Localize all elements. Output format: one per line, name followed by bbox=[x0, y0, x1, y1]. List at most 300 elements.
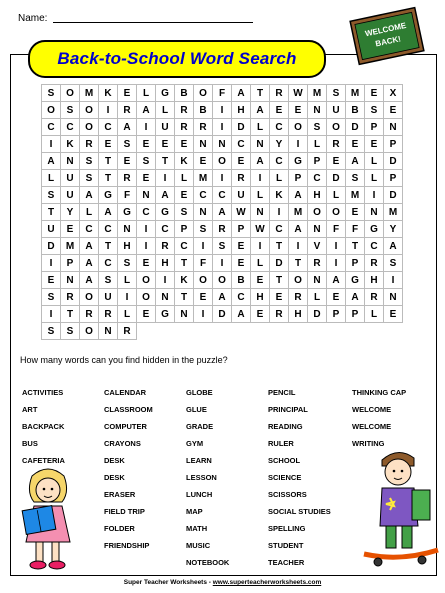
name-underline bbox=[53, 22, 253, 23]
grid-letter: S bbox=[137, 153, 156, 170]
grid-letter: C bbox=[308, 170, 327, 187]
grid-letter: M bbox=[384, 204, 403, 221]
grid-letter: P bbox=[175, 221, 194, 238]
grid-letter: N bbox=[308, 221, 327, 238]
grid-letter: G bbox=[156, 306, 175, 323]
grid-letter: S bbox=[42, 289, 61, 306]
grid-letter: T bbox=[61, 306, 80, 323]
word-list-item: SCHOOL bbox=[268, 456, 301, 465]
grid-letter: D bbox=[42, 238, 61, 255]
grid-letter: A bbox=[232, 306, 251, 323]
grid-letter: R bbox=[175, 119, 194, 136]
grid-letter: P bbox=[232, 221, 251, 238]
grid-letter: O bbox=[308, 204, 327, 221]
grid-letter: E bbox=[365, 136, 384, 153]
grid-letter: R bbox=[175, 102, 194, 119]
grid-letter: F bbox=[194, 255, 213, 272]
word-list-item: CRAYONS bbox=[104, 439, 141, 448]
grid-letter: H bbox=[156, 255, 175, 272]
word-list-item: SOCIAL STUDIES bbox=[268, 507, 331, 516]
grid-letter: A bbox=[289, 221, 308, 238]
grid-letter: D bbox=[270, 255, 289, 272]
grid-letter: C bbox=[232, 289, 251, 306]
grid-letter: U bbox=[42, 221, 61, 238]
grid-letter: A bbox=[327, 272, 346, 289]
grid-letter: E bbox=[384, 306, 403, 323]
grid-letter: R bbox=[80, 306, 99, 323]
grid-letter: U bbox=[327, 102, 346, 119]
word-list-item: LUNCH bbox=[186, 490, 213, 499]
grid-letter: R bbox=[213, 221, 232, 238]
grid-letter: O bbox=[213, 272, 232, 289]
grid-letter: I bbox=[118, 289, 137, 306]
grid-letter: A bbox=[80, 187, 99, 204]
grid-letter: A bbox=[232, 85, 251, 102]
grid-letter: O bbox=[61, 85, 80, 102]
word-list-item: FRIENDSHIP bbox=[104, 541, 150, 550]
grid-letter: P bbox=[384, 136, 403, 153]
word-list-item: FOLDER bbox=[104, 524, 135, 533]
grid-letter: C bbox=[99, 119, 118, 136]
grid-letter: A bbox=[213, 204, 232, 221]
grid-letter: I bbox=[156, 170, 175, 187]
grid-letter: C bbox=[99, 221, 118, 238]
grid-letter: B bbox=[194, 102, 213, 119]
grid-letter: B bbox=[232, 272, 251, 289]
grid-letter: S bbox=[365, 102, 384, 119]
grid-letter: E bbox=[175, 136, 194, 153]
grid-letter: I bbox=[137, 238, 156, 255]
grid-letter: C bbox=[137, 204, 156, 221]
grid-letter: S bbox=[327, 85, 346, 102]
grid-letter: Y bbox=[384, 221, 403, 238]
grid-letter: E bbox=[42, 272, 61, 289]
grid-letter: N bbox=[251, 204, 270, 221]
grid-letter: I bbox=[251, 170, 270, 187]
svg-text:WELCOME: WELCOME bbox=[364, 20, 408, 39]
grid-letter: T bbox=[270, 238, 289, 255]
grid-letter: R bbox=[308, 255, 327, 272]
grid-letter: B bbox=[346, 102, 365, 119]
footer-credit bbox=[0, 579, 445, 586]
word-list-item: READING bbox=[268, 422, 303, 431]
grid-letter: R bbox=[118, 323, 137, 340]
grid-letter: O bbox=[137, 289, 156, 306]
grid-letter: T bbox=[42, 204, 61, 221]
grid-letter: A bbox=[213, 289, 232, 306]
grid-letter: L bbox=[251, 187, 270, 204]
grid-letter: E bbox=[346, 204, 365, 221]
grid-letter: N bbox=[308, 272, 327, 289]
grid-letter: F bbox=[118, 187, 137, 204]
instructions-text: How many words can you find hidden in the puzzle? bbox=[20, 355, 228, 365]
grid-letter: E bbox=[384, 102, 403, 119]
grid-letter: L bbox=[251, 119, 270, 136]
grid-letter: E bbox=[327, 153, 346, 170]
grid-letter: C bbox=[156, 221, 175, 238]
grid-letter: N bbox=[194, 204, 213, 221]
name-label: Name: bbox=[18, 13, 48, 24]
grid-letter: U bbox=[99, 289, 118, 306]
grid-letter: O bbox=[42, 102, 61, 119]
word-list-column-1 bbox=[22, 384, 65, 469]
grid-letter: T bbox=[175, 289, 194, 306]
grid-letter: E bbox=[118, 153, 137, 170]
grid-letter: A bbox=[156, 187, 175, 204]
grid-letter: C bbox=[270, 221, 289, 238]
grid-letter: C bbox=[270, 153, 289, 170]
grid-letter: N bbox=[156, 289, 175, 306]
chalkboard-welcome-image bbox=[342, 6, 432, 66]
grid-letter: P bbox=[308, 153, 327, 170]
word-list-item: RULER bbox=[268, 439, 294, 448]
grid-letter: T bbox=[346, 238, 365, 255]
grid-letter: R bbox=[118, 170, 137, 187]
grid-letter: U bbox=[232, 187, 251, 204]
grid-letter: N bbox=[175, 306, 194, 323]
grid-letter: I bbox=[327, 255, 346, 272]
grid-letter: D bbox=[384, 187, 403, 204]
grid-letter: G bbox=[289, 153, 308, 170]
grid-letter: C bbox=[80, 221, 99, 238]
grid-letter: M bbox=[61, 238, 80, 255]
grid-letter: I bbox=[42, 255, 61, 272]
word-list-column-3 bbox=[186, 384, 229, 571]
grid-letter: K bbox=[175, 153, 194, 170]
grid-letter: S bbox=[175, 204, 194, 221]
grid-letter: A bbox=[251, 102, 270, 119]
grid-letter: D bbox=[346, 119, 365, 136]
word-list-item: DESK bbox=[104, 473, 125, 482]
word-list-item: SCISSORS bbox=[268, 490, 307, 499]
grid-letter: I bbox=[194, 238, 213, 255]
grid-letter: L bbox=[270, 170, 289, 187]
grid-letter: S bbox=[42, 187, 61, 204]
word-list-item: MUSIC bbox=[186, 541, 211, 550]
grid-letter: D bbox=[213, 306, 232, 323]
girl-reading-clipart bbox=[14, 462, 84, 572]
word-list-column-2 bbox=[104, 384, 153, 554]
word-list-item: CLASSROOM bbox=[104, 405, 153, 414]
grid-letter: H bbox=[308, 187, 327, 204]
grid-letter: E bbox=[365, 85, 384, 102]
grid-letter: E bbox=[137, 255, 156, 272]
grid-letter: S bbox=[384, 255, 403, 272]
grid-letter: C bbox=[213, 187, 232, 204]
grid-letter: E bbox=[137, 306, 156, 323]
grid-letter: S bbox=[42, 323, 61, 340]
grid-letter: O bbox=[289, 119, 308, 136]
grid-letter: R bbox=[270, 306, 289, 323]
grid-letter: G bbox=[118, 204, 137, 221]
word-list-item: CAFETERIA bbox=[22, 456, 65, 465]
grid-letter: L bbox=[42, 170, 61, 187]
grid-letter: L bbox=[251, 255, 270, 272]
grid-letter: R bbox=[80, 136, 99, 153]
grid-letter: F bbox=[213, 85, 232, 102]
grid-letter: O bbox=[327, 119, 346, 136]
grid-letter: O bbox=[137, 272, 156, 289]
grid-letter: S bbox=[80, 153, 99, 170]
grid-letter: A bbox=[42, 153, 61, 170]
grid-letter: T bbox=[99, 238, 118, 255]
grid-letter: I bbox=[194, 306, 213, 323]
grid-letter: K bbox=[99, 85, 118, 102]
grid-letter: E bbox=[327, 289, 346, 306]
grid-letter: O bbox=[289, 272, 308, 289]
word-list-item: SCIENCE bbox=[268, 473, 302, 482]
grid-letter: S bbox=[213, 238, 232, 255]
grid-letter: S bbox=[61, 102, 80, 119]
grid-letter: R bbox=[327, 136, 346, 153]
grid-letter: M bbox=[289, 204, 308, 221]
grid-letter: T bbox=[99, 170, 118, 187]
grid-letter: E bbox=[194, 289, 213, 306]
grid-letter: C bbox=[232, 136, 251, 153]
grid-letter: P bbox=[365, 119, 384, 136]
grid-letter: T bbox=[289, 255, 308, 272]
grid-letter: I bbox=[213, 119, 232, 136]
grid-letter: D bbox=[308, 306, 327, 323]
word-list-item: CALENDAR bbox=[104, 388, 147, 397]
grid-letter: S bbox=[42, 85, 61, 102]
grid-letter: T bbox=[270, 272, 289, 289]
grid-letter: E bbox=[99, 136, 118, 153]
word-list-item: FIELD TRIP bbox=[104, 507, 145, 516]
grid-letter: K bbox=[61, 136, 80, 153]
grid-letter: F bbox=[327, 221, 346, 238]
grid-letter: T bbox=[175, 255, 194, 272]
grid-letter: W bbox=[232, 204, 251, 221]
grid-letter: U bbox=[156, 119, 175, 136]
grid-letter: O bbox=[213, 153, 232, 170]
grid-letter: R bbox=[270, 85, 289, 102]
footer-link[interactable]: www.superteacherworksheets.com bbox=[212, 579, 322, 586]
grid-letter: L bbox=[118, 306, 137, 323]
grid-letter: L bbox=[365, 170, 384, 187]
grid-letter: T bbox=[251, 85, 270, 102]
word-search-grid bbox=[41, 84, 403, 340]
grid-letter: N bbox=[213, 136, 232, 153]
grid-letter: S bbox=[346, 170, 365, 187]
grid-letter: R bbox=[194, 119, 213, 136]
grid-letter: N bbox=[61, 272, 80, 289]
grid-letter: H bbox=[232, 102, 251, 119]
grid-letter: N bbox=[61, 153, 80, 170]
grid-letter: A bbox=[346, 289, 365, 306]
grid-letter: I bbox=[42, 136, 61, 153]
grid-letter: O bbox=[80, 119, 99, 136]
word-list-item: GLUE bbox=[186, 405, 207, 414]
grid-letter: P bbox=[61, 255, 80, 272]
grid-letter: V bbox=[308, 238, 327, 255]
grid-letter: E bbox=[232, 238, 251, 255]
grid-letter: O bbox=[80, 289, 99, 306]
grid-letter: E bbox=[270, 102, 289, 119]
grid-letter: C bbox=[61, 119, 80, 136]
grid-letter: I bbox=[289, 136, 308, 153]
word-list-item: PENCIL bbox=[268, 388, 296, 397]
word-list-item: WRITING bbox=[352, 439, 385, 448]
grid-letter: N bbox=[194, 136, 213, 153]
grid-letter: I bbox=[289, 238, 308, 255]
grid-letter: E bbox=[137, 170, 156, 187]
name-field bbox=[18, 13, 253, 24]
grid-letter: R bbox=[61, 289, 80, 306]
grid-letter: I bbox=[99, 102, 118, 119]
grid-letter: E bbox=[346, 136, 365, 153]
page-title: Back-to-School Word Search bbox=[28, 40, 326, 78]
grid-letter: C bbox=[365, 238, 384, 255]
grid-letter: E bbox=[232, 255, 251, 272]
grid-letter: A bbox=[384, 238, 403, 255]
grid-letter: S bbox=[99, 272, 118, 289]
grid-letter: A bbox=[80, 238, 99, 255]
grid-letter: W bbox=[289, 85, 308, 102]
grid-letter: E bbox=[251, 306, 270, 323]
grid-letter: P bbox=[289, 170, 308, 187]
grid-letter: S bbox=[308, 119, 327, 136]
grid-letter: L bbox=[137, 85, 156, 102]
word-list-item: ERASER bbox=[104, 490, 136, 499]
word-list-item: WELCOME bbox=[352, 422, 392, 431]
grid-letter: D bbox=[327, 170, 346, 187]
grid-letter: C bbox=[175, 238, 194, 255]
word-list-item: LESSON bbox=[186, 473, 217, 482]
grid-letter: L bbox=[175, 170, 194, 187]
grid-letter: P bbox=[346, 255, 365, 272]
grid-letter: I bbox=[365, 187, 384, 204]
grid-letter: G bbox=[365, 221, 384, 238]
footer-prefix: Super Teacher Worksheets - bbox=[123, 579, 213, 586]
word-list-item: GYM bbox=[186, 439, 204, 448]
grid-letter: P bbox=[327, 306, 346, 323]
grid-letter: I bbox=[327, 238, 346, 255]
grid-letter: R bbox=[289, 289, 308, 306]
grid-letter: R bbox=[365, 255, 384, 272]
grid-letter: E bbox=[270, 289, 289, 306]
word-list-item: MAP bbox=[186, 507, 203, 516]
grid-letter: C bbox=[99, 255, 118, 272]
grid-letter: O bbox=[194, 85, 213, 102]
word-list-item: STUDENT bbox=[268, 541, 304, 550]
word-list-item: TEACHER bbox=[268, 558, 305, 567]
grid-letter: L bbox=[308, 289, 327, 306]
grid-letter: L bbox=[365, 153, 384, 170]
grid-letter: I bbox=[213, 102, 232, 119]
word-list-item: COMPUTER bbox=[104, 422, 147, 431]
grid-letter: T bbox=[99, 153, 118, 170]
grid-letter: S bbox=[80, 170, 99, 187]
grid-letter: H bbox=[365, 272, 384, 289]
grid-letter: O bbox=[80, 323, 99, 340]
grid-letter: H bbox=[251, 289, 270, 306]
grid-letter: N bbox=[308, 102, 327, 119]
grid-letter: T bbox=[156, 153, 175, 170]
word-list-item: GLOBE bbox=[186, 388, 213, 397]
grid-letter: I bbox=[42, 306, 61, 323]
grid-letter: E bbox=[61, 221, 80, 238]
grid-letter: P bbox=[384, 170, 403, 187]
grid-letter: A bbox=[80, 272, 99, 289]
grid-letter: I bbox=[270, 204, 289, 221]
grid-letter: Y bbox=[61, 204, 80, 221]
word-list-item: ART bbox=[22, 405, 38, 414]
word-list-column-4 bbox=[268, 384, 331, 571]
grid-letter: W bbox=[251, 221, 270, 238]
grid-letter: L bbox=[80, 204, 99, 221]
word-list-item: WELCOME bbox=[352, 405, 392, 414]
word-list-item: PRINCIPAL bbox=[268, 405, 308, 414]
grid-letter: I bbox=[251, 238, 270, 255]
grid-letter: L bbox=[327, 187, 346, 204]
grid-letter: C bbox=[42, 119, 61, 136]
word-list-item: SPELLING bbox=[268, 524, 306, 533]
grid-letter: M bbox=[80, 85, 99, 102]
boy-skateboard-clipart bbox=[360, 442, 442, 570]
grid-letter: G bbox=[346, 272, 365, 289]
grid-letter: I bbox=[137, 221, 156, 238]
grid-letter: D bbox=[232, 119, 251, 136]
grid-letter: I bbox=[213, 170, 232, 187]
grid-letter: E bbox=[118, 85, 137, 102]
grid-letter: I bbox=[156, 272, 175, 289]
word-list-item: MATH bbox=[186, 524, 208, 533]
word-list-item: BUS bbox=[22, 439, 38, 448]
grid-letter: U bbox=[61, 187, 80, 204]
grid-letter: D bbox=[384, 153, 403, 170]
grid-letter: N bbox=[99, 323, 118, 340]
grid-letter: M bbox=[308, 85, 327, 102]
word-list-item: LEARN bbox=[186, 456, 212, 465]
grid-letter: N bbox=[118, 221, 137, 238]
grid-letter: C bbox=[270, 119, 289, 136]
grid-letter: A bbox=[137, 102, 156, 119]
grid-letter: L bbox=[365, 306, 384, 323]
grid-letter: S bbox=[118, 255, 137, 272]
svg-text:BACK!: BACK! bbox=[374, 34, 402, 49]
grid-letter: L bbox=[118, 272, 137, 289]
grid-letter: E bbox=[289, 102, 308, 119]
word-list-item: ACTIVITIES bbox=[22, 388, 64, 397]
grid-letter: A bbox=[346, 153, 365, 170]
grid-letter: A bbox=[118, 119, 137, 136]
grid-letter: M bbox=[346, 187, 365, 204]
grid-letter: E bbox=[156, 136, 175, 153]
grid-letter: K bbox=[175, 272, 194, 289]
grid-letter: Y bbox=[270, 136, 289, 153]
grid-letter: M bbox=[346, 85, 365, 102]
grid-letter: P bbox=[346, 306, 365, 323]
grid-letter: A bbox=[80, 255, 99, 272]
grid-letter: R bbox=[118, 102, 137, 119]
grid-letter: A bbox=[289, 187, 308, 204]
grid-letter: E bbox=[194, 153, 213, 170]
grid-letter: O bbox=[327, 204, 346, 221]
grid-letter: R bbox=[232, 170, 251, 187]
word-list-item: DESK bbox=[104, 456, 125, 465]
grid-letter: H bbox=[289, 306, 308, 323]
grid-letter: G bbox=[99, 187, 118, 204]
grid-letter: N bbox=[384, 289, 403, 306]
word-list-item: BACKPACK bbox=[22, 422, 65, 431]
grid-letter: H bbox=[118, 238, 137, 255]
grid-letter: G bbox=[156, 85, 175, 102]
grid-letter: S bbox=[194, 221, 213, 238]
grid-letter: I bbox=[213, 255, 232, 272]
grid-letter: E bbox=[232, 153, 251, 170]
grid-letter: U bbox=[61, 170, 80, 187]
